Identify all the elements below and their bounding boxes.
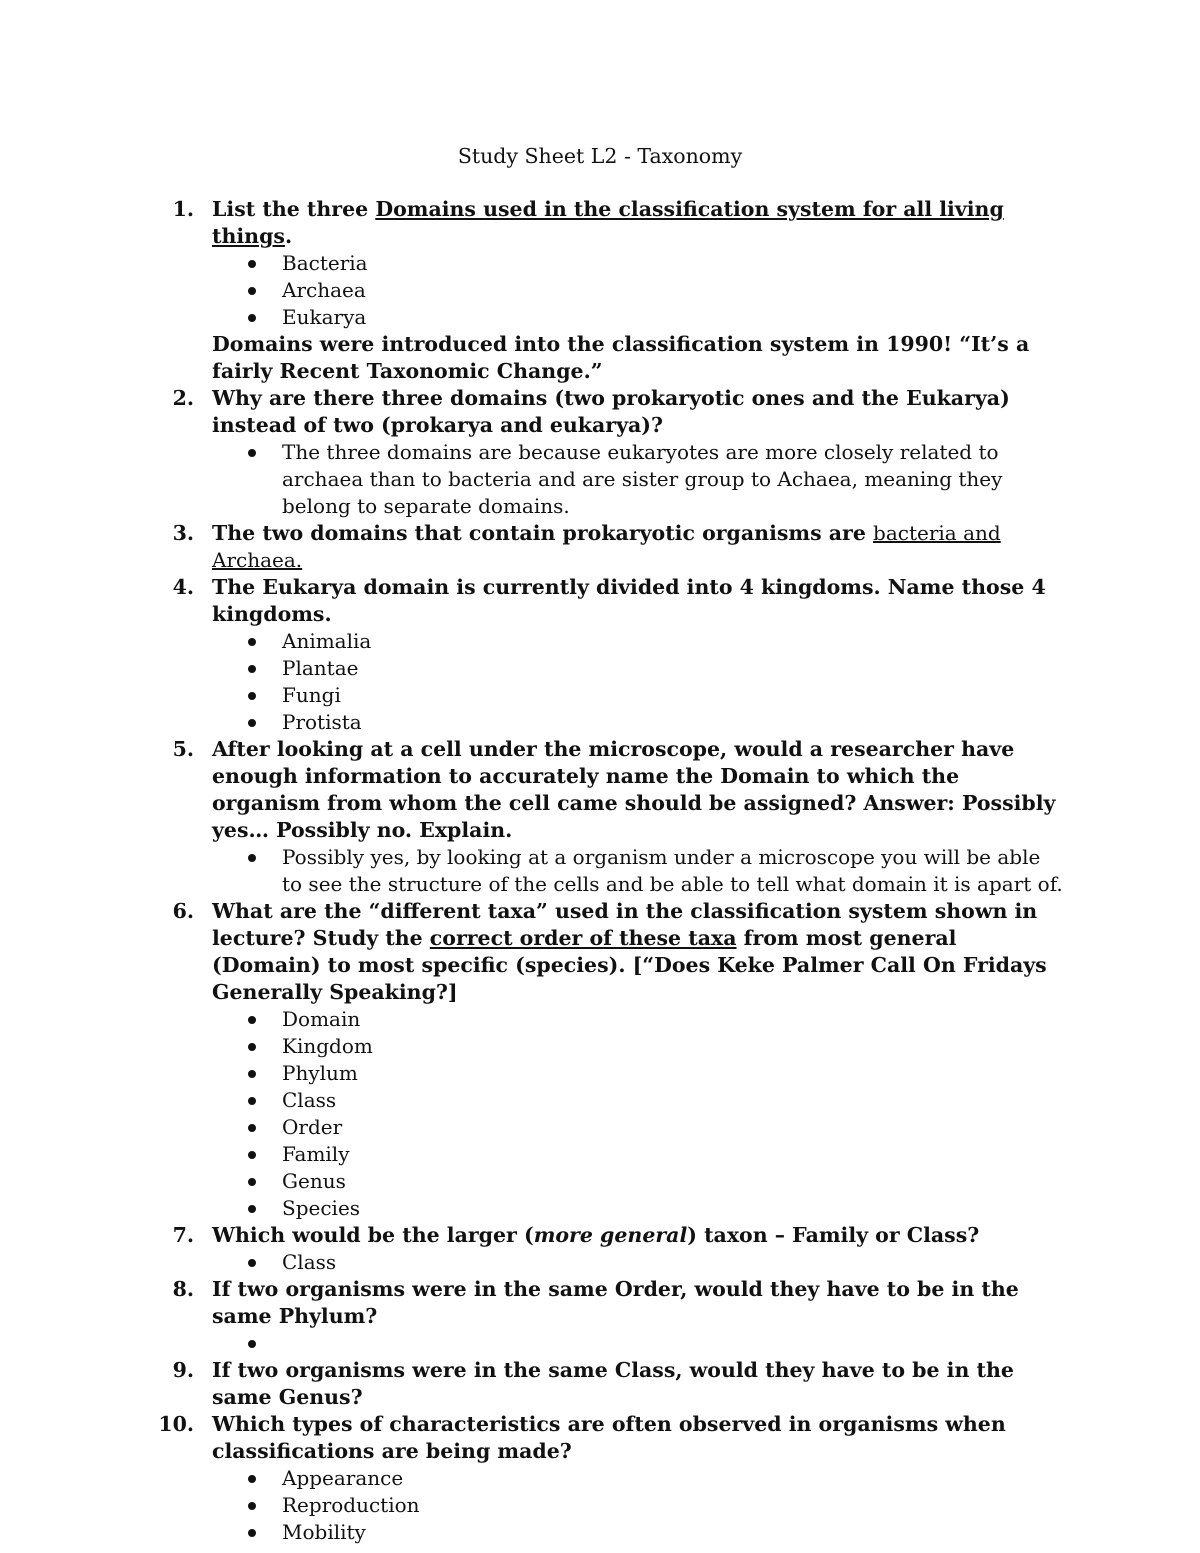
bullet-text: Archaea <box>282 278 366 302</box>
answer-bullet <box>0 655 1200 682</box>
bullet-icon <box>248 638 256 646</box>
bullet-text: Animalia <box>282 629 372 653</box>
answer-bullet <box>0 1141 1200 1168</box>
answer-bullet <box>0 1195 1200 1222</box>
question-text: Which would be the larger ( <box>212 1223 534 1247</box>
bullet-text: Family <box>282 1142 350 1166</box>
domains-note: Domains were introduced into the classification system in 1990! “It’s a fairly Recent Taxonomic Change.” <box>212 332 1030 383</box>
question-text: What are the “different taxa” used in the classification system shown in lecture? Study the <box>212 899 1038 950</box>
answer-bullet <box>0 439 1200 520</box>
question-2 <box>0 385 1200 439</box>
answer-bullet <box>0 277 1200 304</box>
bullet-text: Order <box>282 1115 343 1139</box>
question-9 <box>0 1357 1200 1411</box>
question-text-end: . <box>284 224 293 248</box>
question-underlined-text: correct order of these taxa <box>429 926 737 950</box>
bullet-icon <box>248 1151 256 1159</box>
question-list <box>0 196 1200 1546</box>
bullet-icon <box>248 719 256 727</box>
bullet-text: Bacteria <box>282 251 368 275</box>
bullet-text: Mobility <box>282 1520 366 1544</box>
bullet-icon <box>248 449 256 457</box>
question-number: 1. <box>172 197 194 221</box>
bullet-icon <box>248 1529 256 1537</box>
bullet-text: Appearance <box>282 1466 404 1490</box>
bullet-icon <box>248 1475 256 1483</box>
bullet-icon <box>248 1502 256 1510</box>
question-8 <box>0 1276 1200 1330</box>
question-number: 4. <box>172 575 194 599</box>
bullet-icon <box>248 1016 256 1024</box>
bullet-text: Genus <box>282 1169 346 1193</box>
question-text: If two organisms were in the same Order, would they have to be in the same Phylum? <box>212 1277 1019 1328</box>
bullet-text: Protista <box>282 710 362 734</box>
bullet-text: Plantae <box>282 656 359 680</box>
page-title: Study Sheet L2 - Taxonomy <box>457 144 743 168</box>
question-number: 2. <box>172 386 194 410</box>
bullet-text: Eukarya <box>282 305 367 329</box>
bullet-text: Fungi <box>282 683 341 707</box>
answer-bullet <box>0 250 1200 277</box>
bullet-icon <box>248 1178 256 1186</box>
question-text-end: from most general (Domain) to most specific (species). [“Does Keke Palmer Call On Fridays Generally Speaking?] <box>212 926 1047 1004</box>
question-number: 3. <box>172 521 194 545</box>
question-5 <box>0 736 1200 844</box>
answer-bullet <box>0 1060 1200 1087</box>
question-number: 9. <box>172 1358 194 1382</box>
question-number: 8. <box>172 1277 194 1301</box>
question-4 <box>0 574 1200 628</box>
answer-bullet <box>0 1168 1200 1195</box>
bullet-text: Class <box>282 1088 337 1112</box>
answer-bullet <box>0 1519 1200 1546</box>
question-text: The two domains that contain prokaryotic organisms are <box>212 521 874 545</box>
bullet-icon <box>248 692 256 700</box>
question-underlined-text: Domains used in the classification system for all living things <box>212 197 1004 248</box>
answer-bullet <box>0 1465 1200 1492</box>
question-10 <box>0 1411 1200 1465</box>
answer-bullet <box>0 1033 1200 1060</box>
question-number: 5. <box>172 737 194 761</box>
bullet-text: Reproduction <box>282 1493 420 1517</box>
bullet-icon <box>248 1259 256 1267</box>
question-text: The Eukarya domain is currently divided into 4 kingdoms. Name those 4 kingdoms. <box>212 575 1046 626</box>
answer-bullet <box>0 1006 1200 1033</box>
question-7 <box>0 1222 1200 1249</box>
bullet-icon <box>248 1205 256 1213</box>
bullet-text: Class <box>282 1250 337 1274</box>
answer-bullet <box>0 844 1200 898</box>
answer-bullet-empty <box>0 1330 1200 1357</box>
bullet-text: Species <box>282 1196 361 1220</box>
question-3 <box>0 520 1200 574</box>
bullet-icon <box>248 314 256 322</box>
bullet-text: Domain <box>282 1007 361 1031</box>
bullet-icon <box>248 665 256 673</box>
question-text: Which types of characteristics are often observed in organisms when classifications are being made? <box>212 1412 1006 1463</box>
bullet-icon <box>248 1070 256 1078</box>
question-number: 7. <box>172 1223 194 1247</box>
bullet-icon <box>248 287 256 295</box>
answer-bullet <box>0 682 1200 709</box>
question-1 <box>0 196 1200 250</box>
question-number: 6. <box>172 899 194 923</box>
answer-text: bacteria and Archaea. <box>212 521 1001 572</box>
answer-bullet <box>0 1114 1200 1141</box>
question-text: Why are there three domains (two prokaryotic ones and the Eukarya) instead of two (prokarya and eukarya)? <box>212 386 1010 437</box>
question-text: After looking at a cell under the microscope, would a researcher have enough information to accurately name the Domain to which the organism from whom the cell came should be assigned? Answer: Possibly yes… Possibly no. Explain. <box>212 737 1056 842</box>
bullet-icon <box>248 854 256 862</box>
answer-bullet <box>0 304 1200 331</box>
question-italic-text: more general <box>533 1223 688 1247</box>
answer-bullet <box>0 1249 1200 1276</box>
bullet-text: Phylum <box>282 1061 358 1085</box>
bullet-icon <box>248 1124 256 1132</box>
question-text-end: ) taxon – Family or Class? <box>687 1223 980 1247</box>
bullet-icon <box>248 260 256 268</box>
bullet-icon <box>248 1097 256 1105</box>
question-text: List the three <box>212 197 376 221</box>
bullet-text: The three domains are because eukaryotes are more closely related to archaea than to bacteria and are sister group to Achaea, meaning they belong to separate domains. <box>282 440 1003 518</box>
bullet-text: Possibly yes, by looking at a organism under a microscope you will be able to see the structure of the cells and be able to tell what domain it is apart of. <box>282 845 1063 896</box>
question-number: 10. <box>158 1412 194 1436</box>
question-6 <box>0 898 1200 1006</box>
answer-bullet <box>0 1087 1200 1114</box>
bullet-icon <box>248 1340 256 1348</box>
answer-bullet <box>0 1492 1200 1519</box>
question-text: If two organisms were in the same Class, would they have to be in the same Genus? <box>212 1358 1014 1409</box>
answer-bullet <box>0 709 1200 736</box>
bullet-icon <box>248 1043 256 1051</box>
bullet-text: Kingdom <box>282 1034 373 1058</box>
answer-bullet <box>0 628 1200 655</box>
